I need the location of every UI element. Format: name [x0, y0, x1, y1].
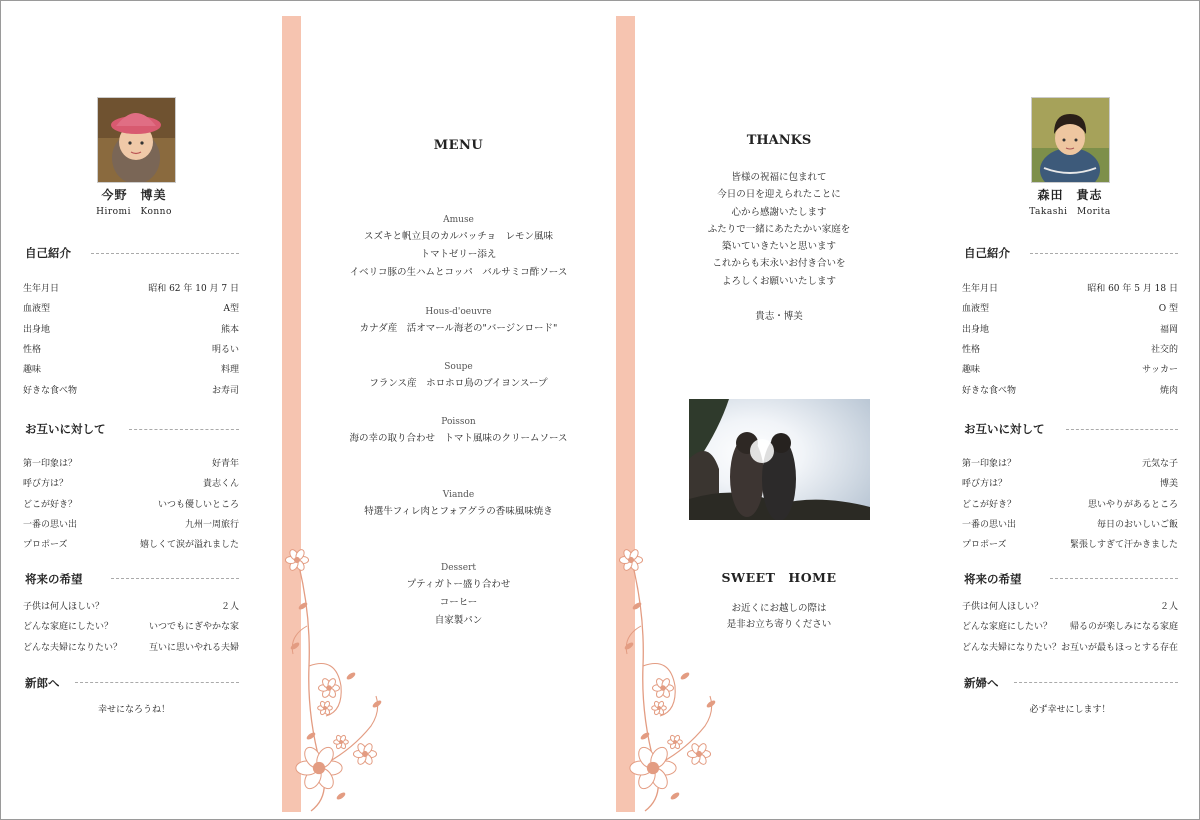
divider — [129, 429, 239, 430]
menu-course — [301, 304, 616, 338]
menu-title: MENU — [433, 138, 484, 153]
profile-row-label: 趣味 — [23, 365, 42, 376]
thanks-line: これからも末永いお付き合いを — [712, 258, 846, 270]
thanks-line: よろしくお願いいたします — [721, 275, 836, 287]
profile-row — [962, 619, 1178, 633]
profile-row-value: 焼肉 — [1159, 385, 1178, 396]
menu-course — [301, 414, 616, 448]
profile-row-label: どこが好き？ — [23, 499, 78, 510]
menu-dish: フランス産 ホロホロ鳥のブイヨンスープ — [369, 378, 548, 389]
thanks-line: 心から感謝いたします — [731, 206, 827, 218]
profile-row-value: 昭和 62 年 10 月 7 日 — [148, 284, 239, 294]
profile-row-label: 性格 — [962, 344, 981, 355]
profile-row-label: 生年月日 — [23, 284, 60, 294]
profile-row-value: 社交的 — [1150, 344, 1178, 355]
profile-row-value: 思いやりがあるところ — [1087, 499, 1178, 510]
couple-photo — [689, 399, 870, 520]
profile-row-value: 福岡 — [1159, 324, 1178, 335]
divider — [1050, 578, 1178, 579]
profile-row-label: 呼び方は？ — [962, 479, 1008, 490]
profile-row-label: プロポーズ — [23, 540, 68, 551]
thanks-line: ふたりで一緒にあたたかい家庭を — [707, 223, 851, 235]
profile-row-label: 血液型 — [23, 304, 51, 315]
profile-row-value: お互いが最もほっとする存在 — [1060, 642, 1178, 653]
profile-row-value: 好青年 — [211, 459, 239, 469]
profile-row-value: O 型 — [1158, 304, 1178, 315]
profile-row-value: 緊張しすぎて汗かきました — [1069, 540, 1178, 551]
profile-row-label: 第一印象は？ — [962, 459, 1017, 469]
bride-message-title: 新婦へ — [964, 676, 999, 690]
profile-row-label: 性格 — [23, 344, 42, 355]
profile-row — [962, 599, 1178, 613]
profile-row — [23, 342, 239, 356]
profile-row — [962, 342, 1178, 356]
profile-row — [23, 640, 239, 654]
profile-row-value: 元気な子 — [1141, 459, 1178, 469]
profile-row — [23, 456, 239, 470]
profile-row-label: 第一印象は？ — [23, 459, 78, 469]
profile-row-label: プロポーズ — [962, 540, 1007, 551]
profile-row-value: 昭和 60 年 5 月 18 日 — [1087, 284, 1178, 294]
groom-message-title: 新郎へ — [25, 676, 60, 690]
divider — [111, 578, 239, 579]
profile-row-value: サッカー — [1142, 365, 1178, 376]
bride-future-title: 将来の希望 — [964, 572, 1022, 586]
menu-dish: トマトゼリー添え — [420, 249, 497, 260]
profile-row-label: どんな夫婦になりたい？ — [962, 642, 1062, 653]
profile-row-value: 毎日のおいしいご飯 — [1096, 519, 1178, 530]
profile-row — [962, 456, 1178, 470]
menu-course — [301, 212, 616, 282]
divider — [1066, 429, 1178, 430]
profile-row-label: 出身地 — [23, 324, 51, 335]
profile-row-value: 明るい — [211, 344, 239, 355]
menu-course — [301, 359, 616, 393]
course-name: Soupe — [444, 362, 473, 372]
profile-row-value: ２人 — [220, 602, 239, 612]
menu-course — [301, 487, 616, 521]
profile-row-value: 料理 — [220, 365, 239, 376]
divider — [1014, 682, 1178, 683]
profile-row-value: 博美 — [1159, 479, 1178, 490]
groom-intro-title: 自己紹介 — [25, 246, 71, 260]
profile-row-label: 生年月日 — [962, 284, 999, 294]
profile-row — [962, 476, 1178, 490]
divider — [91, 253, 239, 254]
menu-dish: 特選牛フィレ肉とフォアグラの香味風味焼き — [364, 506, 553, 517]
menu-dish: 海の幸の取り合わせ トマト風味のクリームソース — [349, 433, 568, 444]
sweet-home-line: お近くにお越しの際は — [731, 603, 827, 614]
profile-row-value: 九州一周旅行 — [184, 519, 239, 530]
profile-row — [962, 301, 1178, 315]
profile-row — [23, 599, 239, 613]
profile-row — [962, 383, 1178, 397]
course-name: Poisson — [441, 417, 476, 427]
profile-row-label: 血液型 — [962, 304, 990, 315]
menu-course — [301, 560, 616, 630]
profile-row — [962, 322, 1178, 336]
profile-row — [962, 537, 1178, 551]
profile-row-value: 貴志くん — [202, 479, 239, 490]
profile-row-label: 呼び方は？ — [23, 479, 69, 490]
course-name: Hous-d'oeuvre — [425, 307, 492, 317]
bride-mutual-title: お互いに対して — [964, 422, 1045, 436]
profile-row — [962, 281, 1178, 295]
bride-intro-title: 自己紹介 — [964, 246, 1010, 260]
sweet-home-title: SWEET HOME — [721, 570, 837, 585]
profile-row — [962, 362, 1178, 376]
profile-row — [23, 383, 239, 397]
profile-row-label: 一番の思い出 — [962, 519, 1017, 530]
profile-row-value: A型 — [223, 304, 239, 315]
profile-row-label: どんな夫婦になりたい？ — [23, 642, 123, 653]
thanks-message — [635, 169, 923, 290]
profile-row-value: いつも優しいところ — [157, 499, 239, 510]
bride-name: 森田 貴志 — [1037, 188, 1103, 202]
groom-name-roman: Hiromi Konno — [96, 207, 172, 217]
profile-row — [962, 517, 1178, 531]
thanks-line: 皆様の祝福に包まれて — [731, 172, 827, 183]
profile-row-label: 子供は何人ほしい？ — [962, 602, 1044, 612]
profile-row-label: 趣味 — [962, 365, 981, 376]
groom-future-title: 将来の希望 — [25, 572, 83, 586]
thanks-line: 築いていきたいと思います — [721, 241, 836, 253]
sweet-home-message — [635, 601, 923, 633]
profile-row-value: 帰るのが楽しみになる家庭 — [1069, 622, 1178, 633]
menu-dish: イベリコ豚の生ハムとコッパ バルサミコ酢ソース — [349, 267, 568, 278]
profile-row — [23, 497, 239, 511]
profile-row — [23, 537, 239, 551]
groom-mutual-title: お互いに対して — [25, 422, 106, 436]
menu-dish: プティガトー盛り合わせ — [406, 579, 511, 590]
profile-row-label: どんな家庭にしたい？ — [962, 622, 1053, 633]
profile-row — [962, 497, 1178, 511]
bride-message: 必ず幸せにします！ — [1029, 705, 1111, 715]
divider — [75, 682, 239, 683]
course-name: Amuse — [443, 215, 474, 225]
menu-dish: スズキと帆立貝のカルパッチョ レモン風味 — [363, 231, 554, 242]
profile-row-value: 熊本 — [220, 324, 239, 335]
groom-name: 今野 博美 — [101, 188, 167, 202]
menu-dish: 自家製パン — [434, 615, 483, 626]
course-name: Viande — [442, 490, 475, 500]
divider — [1030, 253, 1178, 254]
thanks-signature: 貴志・博美 — [755, 311, 803, 322]
profile-row — [23, 281, 239, 295]
groom-child-photo — [97, 97, 176, 183]
profile-row — [23, 301, 239, 315]
profile-row-label: どこが好き？ — [962, 499, 1017, 510]
groom-message: 幸せになろうね！ — [97, 705, 170, 715]
bride-name-roman: Takashi Morita — [1029, 207, 1111, 217]
menu-dish: コーヒー — [439, 597, 478, 608]
profile-row — [23, 619, 239, 633]
profile-row-label: 子供は何人ほしい？ — [23, 602, 105, 612]
menu-dish: カナダ産 活オマール海老の"バージンロード" — [359, 323, 558, 334]
profile-row-label: 一番の思い出 — [23, 519, 78, 530]
profile-row-label: どんな家庭にしたい？ — [23, 622, 114, 633]
thanks-line: 今日の日を迎えられたことに — [717, 189, 841, 201]
profile-row-value: 嬉しくて涙が溢れました — [139, 540, 239, 551]
profile-row-value: 互いに思いやれる夫婦 — [148, 642, 239, 653]
profile-row — [962, 640, 1178, 654]
profile-row-label: 好きな食べ物 — [23, 385, 78, 396]
profile-row-value: お寿司 — [211, 385, 239, 396]
profile-row — [23, 362, 239, 376]
bride-child-photo — [1031, 97, 1110, 183]
profile-row — [23, 322, 239, 336]
profile-row-value: いつでもにぎやかな家 — [148, 622, 239, 633]
course-name: Dessert — [440, 563, 477, 573]
profile-row-label: 出身地 — [962, 324, 990, 335]
profile-row-label: 好きな食べ物 — [962, 385, 1017, 396]
profile-row — [23, 476, 239, 490]
sweet-home-line: 是非お立ち寄りください — [726, 619, 832, 630]
profile-row-value: ２人 — [1159, 602, 1178, 612]
thanks-title: THANKS — [746, 133, 812, 148]
profile-row — [23, 517, 239, 531]
